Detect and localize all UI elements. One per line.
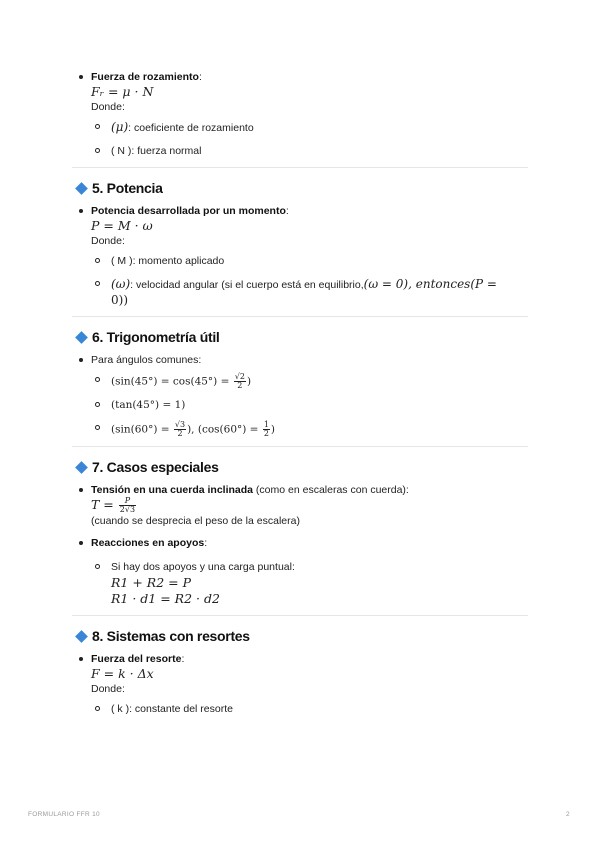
list-item-n: ( N ): fuerza normal — [91, 144, 528, 159]
list-item-mu: (μ): coeficiente de rozamiento — [91, 120, 528, 136]
item-label: Fuerza del resorte — [91, 653, 182, 665]
sublist-rozamiento — [91, 120, 528, 159]
section-divider — [72, 167, 528, 168]
sublist-potencia — [91, 254, 528, 308]
section-8-list — [76, 652, 528, 717]
formula-rozamiento: Fᵣ = μ · N — [91, 84, 154, 99]
formula-sin-cos-45: (sin(45°) = cos(45°) = $\frac{√2}{2}$ ) — [91, 373, 528, 390]
donde-label: Donde: — [91, 235, 125, 247]
section-7-list — [76, 483, 528, 607]
section-title: 8. Sistemas con resortes — [92, 628, 250, 644]
section-heading-potencia — [76, 178, 528, 200]
list-item-m: ( M ): momento aplicado — [91, 254, 528, 269]
item-label: Tensión en una cuerda inclinada — [91, 484, 254, 496]
list-item-fuerza-rozamiento: Fuerza de rozamiento: Fᵣ = μ · N Donde: (μ): coeficiente de rozamiento ( N ): fuerza normal — [76, 70, 528, 159]
list-item-fuerza-resorte: Fuerza del resorte: F = k · Δx Donde: ( k ): constante del resorte — [76, 652, 528, 717]
section-divider — [72, 615, 528, 616]
section-heading-resortes — [76, 626, 528, 648]
formula-tan-45: (tan(45°) = 1) — [91, 398, 528, 413]
donde-label: Donde: — [91, 101, 125, 113]
section-title: 5. Potencia — [92, 180, 163, 196]
list-item-omega: (ω): velocidad angular (si el cuerpo está en equilibrio,(ω = 0), entonces(P = 0)) — [91, 277, 528, 308]
list-item-dos-apoyos: Si hay dos apoyos y una carga puntual: R1 + R2 = P R1 · d1 = R2 · d2 — [91, 560, 528, 607]
item-label: Potencia desarrollada por un momento — [91, 205, 286, 217]
donde-label: Donde: — [91, 683, 125, 695]
fraction: $\frac{√2}{2}$ — [234, 372, 245, 390]
equation-moments: R1 · d1 = R2 · d2 — [111, 591, 220, 606]
equation-sum: R1 + R2 = P — [111, 575, 191, 590]
sublist-trig — [91, 373, 528, 438]
diamond-icon — [75, 331, 88, 344]
document-body — [76, 70, 528, 725]
diamond-icon — [75, 182, 88, 195]
fraction: $\frac{1}{2}$ — [263, 420, 269, 438]
section-4-list — [76, 70, 528, 159]
formula-resorte: F = k · Δx — [91, 666, 154, 681]
section-6-list — [76, 353, 528, 438]
item-label: Fuerza de rozamiento — [91, 71, 199, 83]
section-title: 6. Trigonometría útil — [92, 329, 220, 345]
sublist-reacciones — [91, 560, 528, 607]
diamond-icon — [75, 461, 88, 474]
formula-tension: T = $\frac{P}{2√3}$ — [91, 496, 136, 514]
list-item-reacciones: Reacciones en apoyos: Si hay dos apoyos y una carga puntual: R1 + R2 = P R1 · d1 = R2 · d2 — [76, 536, 528, 607]
section-5-list — [76, 204, 528, 308]
footer-title: FORMULARIO FFR 10 — [28, 811, 100, 818]
section-divider — [72, 446, 528, 447]
section-divider — [72, 316, 528, 317]
item-label: Reacciones en apoyos — [91, 537, 205, 549]
formula-sin-cos-60: (sin(60°) = $\frac{√3}{2}$ ), (cos(60°) = $\frac{1}{2}$ ) — [91, 421, 528, 438]
page-number: 2 — [566, 811, 570, 818]
formula-potencia: P = M · ω — [91, 218, 153, 233]
list-item-tension: Tensión en una cuerda inclinada (como en escaleras con cuerda): T = $\frac{P}{2√3}$ (cuando se desprecia el peso de la escalera) — [76, 483, 528, 528]
diamond-icon — [75, 630, 88, 643]
section-heading-casos — [76, 457, 528, 479]
list-item-potencia: Potencia desarrollada por un momento: P = M · ω Donde: ( M ): momento aplicado (ω): velocidad angular (si el cuerpo está en equilibrio,(ω = 0), entonces(P = 0)) — [76, 204, 528, 308]
list-item-k: ( k ): constante del resorte — [91, 702, 528, 717]
fraction: $\frac{√3}{2}$ — [174, 420, 186, 438]
sublist-resorte — [91, 702, 528, 717]
list-item-angulos: Para ángulos comunes: (sin(45°) = cos(45°) = $\frac{√2}{2}$ ) (tan(45°) = 1) (sin(60°) = $\frac{√3}{2}$ ), (cos(60°) = $\frac{1}{2}$ ) — [76, 353, 528, 438]
fraction: $\frac{P}{2√3}$ — [119, 496, 136, 514]
note: (cuando se desprecia el peso de la escalera) — [91, 515, 300, 527]
section-heading-trigonometria — [76, 327, 528, 349]
section-title: 7. Casos especiales — [92, 459, 219, 475]
